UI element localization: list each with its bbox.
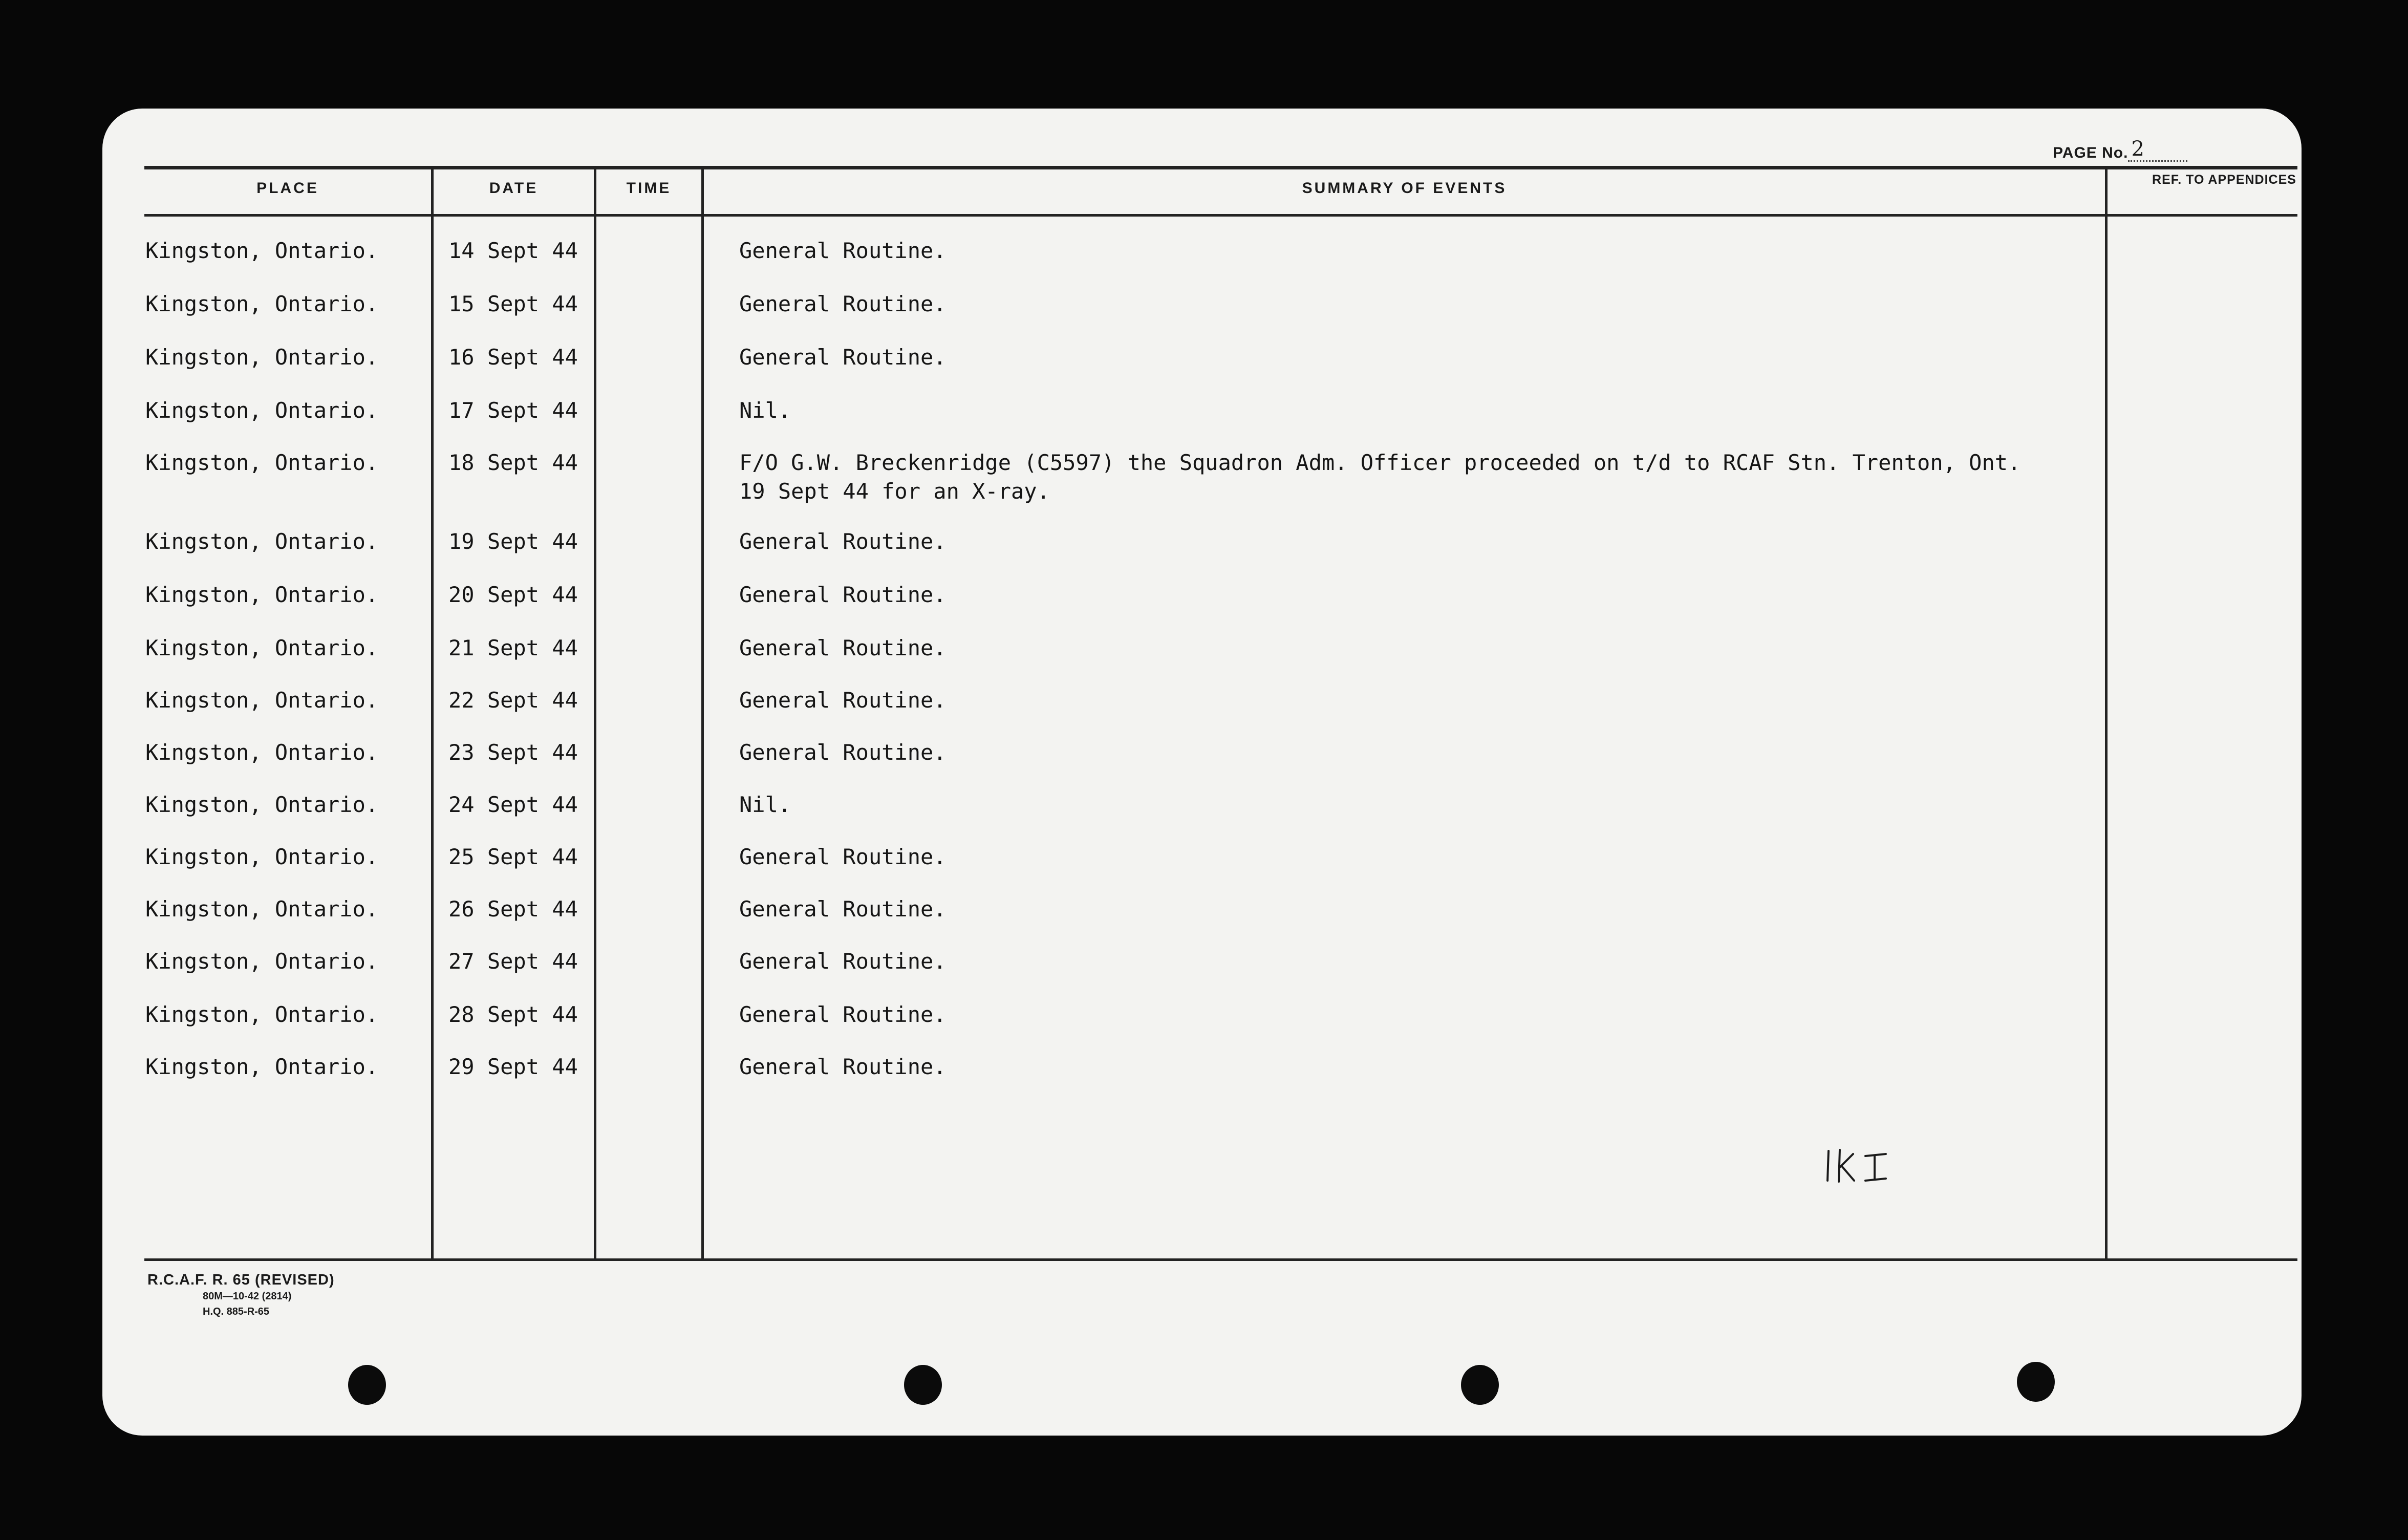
date-cell: 25 Sept 44 xyxy=(448,844,578,869)
binder-hole xyxy=(2017,1362,2055,1402)
summary-cell: General Routine. xyxy=(739,345,947,370)
summary-cell: General Routine. xyxy=(739,844,947,869)
table-row xyxy=(102,527,2302,568)
place-cell: Kingston, Ontario. xyxy=(145,291,379,316)
place-cell: Kingston, Ontario. xyxy=(145,450,379,475)
summary-cell: General Routine. xyxy=(739,635,947,660)
place-cell: Kingston, Ontario. xyxy=(145,345,379,370)
hq-reference: H.Q. 885-R-65 xyxy=(203,1306,270,1317)
form-footer xyxy=(147,1272,335,1319)
date-cell: 17 Sept 44 xyxy=(448,398,578,423)
column-header-place: PLACE xyxy=(256,180,319,197)
page-number-value: 2 xyxy=(2128,138,2187,162)
summary-cell: General Routine. xyxy=(739,740,947,765)
summary-cell: General Routine. xyxy=(739,291,947,316)
form-number: R.C.A.F. R. 65 (REVISED) xyxy=(147,1272,335,1288)
date-cell: 23 Sept 44 xyxy=(448,740,578,765)
diary-form-card xyxy=(102,109,2302,1436)
table-row xyxy=(102,237,2302,277)
table-row xyxy=(102,1000,2302,1041)
table-row xyxy=(102,686,2302,727)
table-row xyxy=(102,738,2302,779)
date-cell: 19 Sept 44 xyxy=(448,529,578,554)
date-cell: 14 Sept 44 xyxy=(448,238,578,263)
summary-cell: General Routine. xyxy=(739,582,947,607)
summary-cell: F/O G.W. Breckenridge (C5597) the Squadron Adm. Officer proceeded on t/d to RCAF Stn. Trenton, Ont. 19 Sept 44 for an X-ray. xyxy=(739,450,2021,504)
date-cell: 18 Sept 44 xyxy=(448,450,578,475)
page-number-label: PAGE No. xyxy=(2053,144,2128,161)
table-row xyxy=(102,290,2302,331)
column-header-date: DATE xyxy=(489,180,539,197)
place-cell: Kingston, Ontario. xyxy=(145,582,379,607)
date-cell: 26 Sept 44 xyxy=(448,896,578,922)
summary-cell: Nil. xyxy=(739,398,791,423)
top-rule xyxy=(144,166,2297,169)
place-cell: Kingston, Ontario. xyxy=(145,529,379,554)
column-header-summary: SUMMARY OF EVENTS xyxy=(1302,180,1507,197)
summary-cell: General Routine. xyxy=(739,896,947,922)
table-row xyxy=(102,790,2302,831)
bottom-rule xyxy=(144,1258,2297,1261)
table-row xyxy=(102,947,2302,988)
binder-hole xyxy=(1461,1365,1499,1405)
place-cell: Kingston, Ontario. xyxy=(145,1054,379,1079)
date-cell: 15 Sept 44 xyxy=(448,291,578,316)
page-number xyxy=(2053,131,2288,162)
date-cell: 16 Sept 44 xyxy=(448,345,578,370)
summary-cell: General Routine. xyxy=(739,529,947,554)
date-cell: 21 Sept 44 xyxy=(448,635,578,660)
summary-cell: General Routine. xyxy=(739,1002,947,1027)
table-row xyxy=(102,895,2302,936)
date-cell: 24 Sept 44 xyxy=(448,792,578,817)
summary-cell: General Routine. xyxy=(739,688,947,713)
place-cell: Kingston, Ontario. xyxy=(145,740,379,765)
place-cell: Kingston, Ontario. xyxy=(145,844,379,869)
column-header-ref: REF. TO APPENDICES xyxy=(2152,173,2296,187)
place-cell: Kingston, Ontario. xyxy=(145,688,379,713)
place-cell: Kingston, Ontario. xyxy=(145,896,379,922)
table-row xyxy=(102,396,2302,437)
summary-cell: General Routine. xyxy=(739,238,947,263)
place-cell: Kingston, Ontario. xyxy=(145,1002,379,1027)
date-cell: 22 Sept 44 xyxy=(448,688,578,713)
column-header-time: TIME xyxy=(626,180,672,197)
summary-cell: Nil. xyxy=(739,792,791,817)
summary-cell: General Routine. xyxy=(739,949,947,974)
place-cell: Kingston, Ontario. xyxy=(145,635,379,660)
table-row xyxy=(102,343,2302,384)
handwritten-note xyxy=(1821,1141,1903,1187)
table-row xyxy=(102,1053,2302,1094)
place-cell: Kingston, Ontario. xyxy=(145,949,379,974)
summary-cell: General Routine. xyxy=(739,1054,947,1079)
date-cell: 20 Sept 44 xyxy=(448,582,578,607)
binder-hole xyxy=(348,1365,386,1405)
place-cell: Kingston, Ontario. xyxy=(145,398,379,423)
place-cell: Kingston, Ontario. xyxy=(145,238,379,263)
print-code: 80M—10-42 (2814) xyxy=(203,1291,292,1302)
date-cell: 28 Sept 44 xyxy=(448,1002,578,1027)
table-row xyxy=(102,843,2302,884)
binder-hole xyxy=(904,1365,942,1405)
header-rule xyxy=(144,214,2297,217)
date-cell: 29 Sept 44 xyxy=(448,1054,578,1079)
table-row xyxy=(102,448,2302,510)
table-row xyxy=(102,581,2302,622)
date-cell: 27 Sept 44 xyxy=(448,949,578,974)
table-row xyxy=(102,634,2302,675)
place-cell: Kingston, Ontario. xyxy=(145,792,379,817)
